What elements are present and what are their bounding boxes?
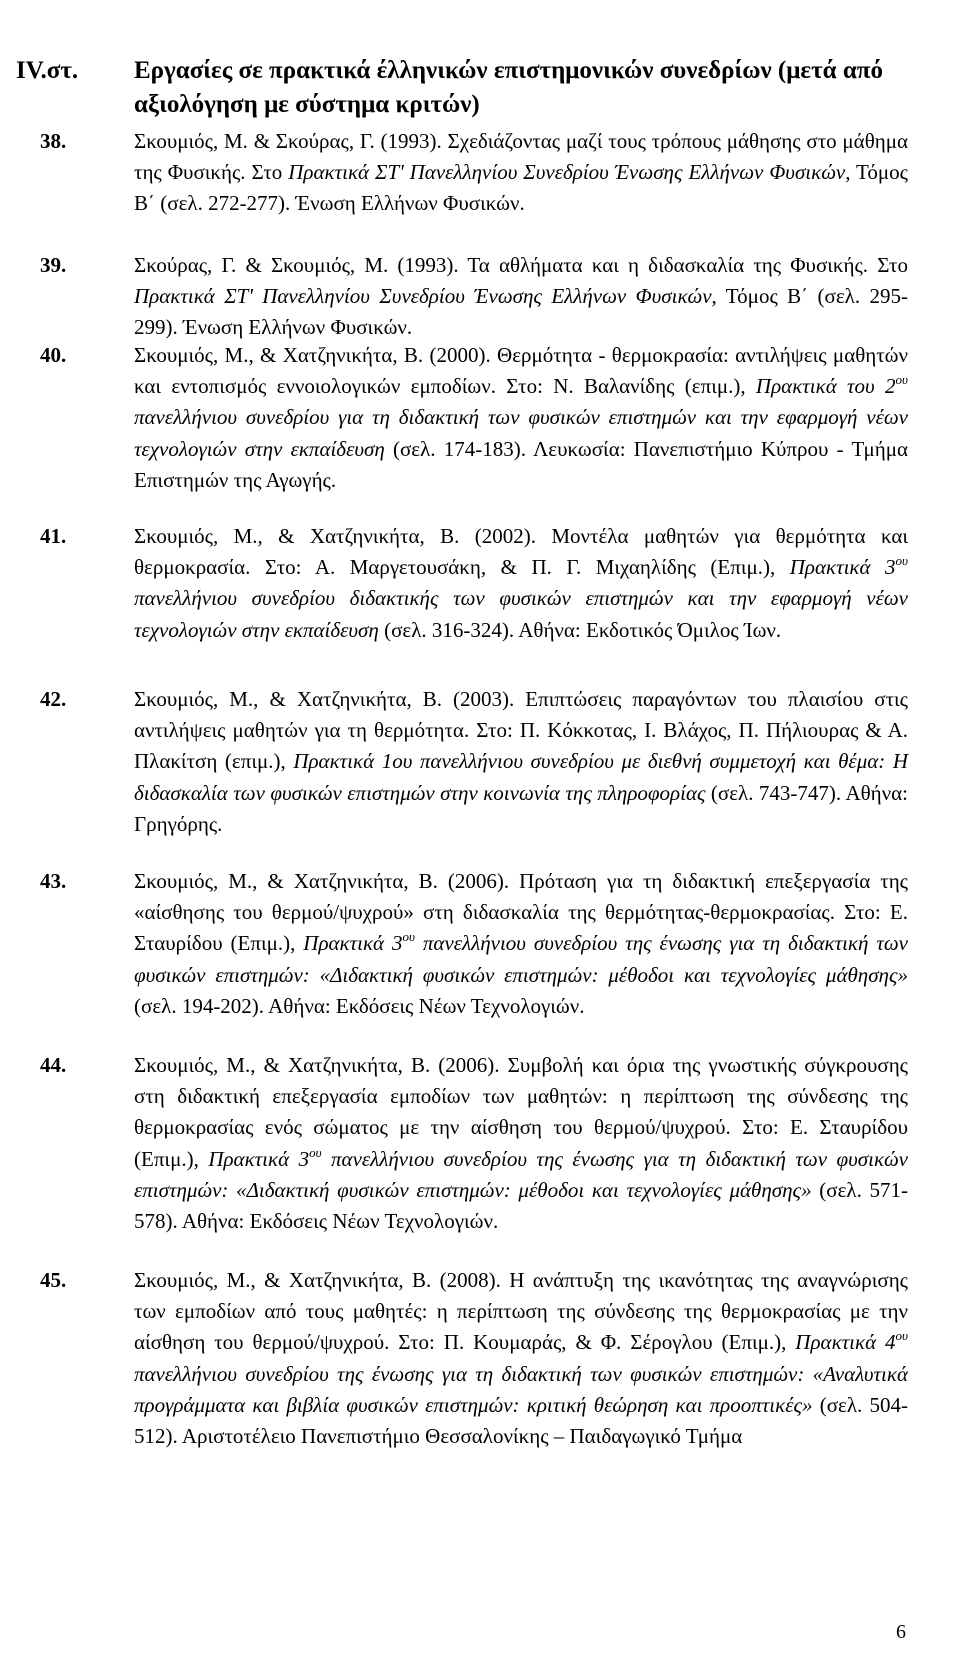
reference-proceedings-title-cont: πανελλήνιου συνεδρίου για τη διδακτική των φυσικών επιστημών και την εφαρμογή νέων τεχνολογιών στην εκπαίδευση [134,405,908,461]
reference-proceedings-title: Πρακτικά ΣΤ' Πανελληνίου Συνεδρίου Ένωσης Ελλήνων Φυσικών [134,284,712,309]
reference-proceedings-title: Πρακτικά του 2 [755,374,896,399]
reference-proceedings-title: Πρακτικά 3 [789,555,896,580]
reference-proceedings-title: Πρακτικά 4 [795,1330,896,1355]
section-title: Εργασίες σε πρακτικά έλληνικών επιστημονικών συνεδρίων (μετά από αξιολόγηση με σύστημα κριτών) [134,57,883,118]
reference-proceedings-title-cont: πανελλήνιου συνεδρίου της ένωσης για τη διδακτική των φυσικών επιστημών: «Αναλυτικά προγράμματα και βιβλία φυσικών επιστημών: κριτική θεώρηση και προοπτικές» [134,1361,908,1417]
ordinal-superscript: ου [402,929,415,945]
reference-details: (σελ. 743-747). Αθήνα: Γρηγόρης. [134,780,908,836]
ordinal-superscript: ου [309,1144,322,1160]
reference-number: 38. [40,129,67,153]
reference-proceedings-title: Πρακτικά 1ου πανελλήνιου συνεδρίου με διεθνή συμμετοχή και θέμα: Η διδασκαλία των φυσικών επιστημών στην κοινωνία της πληροφορίας [134,749,909,805]
reference-details: (σελ. 194-202). Αθήνα: Εκδόσεις Νέων Τεχνολογιών. [134,993,585,1018]
reference-entry [40,521,912,646]
reference-text [134,1265,908,1452]
reference-text [134,521,908,646]
reference-details: (σελ. 316-324). Αθήνα: Εκδοτικός Όμιλος Ίων. [378,617,782,642]
reference-text [134,340,908,496]
reference-proceedings-title-cont: πανελλήνιου συνεδρίου της ένωσης για τη διδακτική των φυσικών επιστημών: «Διδακτική φυσικών επιστημών: μέθοδοι και τεχνολογίες μάθησης» [134,1146,908,1202]
reference-authors-text: Σκουμιός, Μ., & Χατζηνικήτα, Β. (2003). Επιπτώσεις παραγόντων του πλαισίου στις αντιλήψεις μαθητών για τη θερμότητα. Στο: Π. Κόκκοτας, Ι. Βλάχος, Π. Πήλιουρας & Α. Πλακίτση (επιμ.), [134,687,908,774]
reference-authors-text: Σκούρας, Γ. & Σκουμιός, Μ. (1993). Τα αθλήματα και η διδασκαλία της Φυσικής. Στο [134,253,908,277]
reference-authors-text: Σκουμιός, Μ. & Σκούρας, Γ. (1993). Σχεδιάζοντας μαζί τους τρόπους μάθησης στο μάθημα της Φυσικής. Στο [134,129,908,185]
ordinal-superscript: ου [895,553,908,569]
reference-number: 40. [40,343,67,367]
reference-number: 43. [40,869,67,893]
reference-authors-text: Σκουμιός, Μ., & Χατζηνικήτα, Β. (2008). Η ανάπτυξη της ικανότητας της αναγνώρισης των εμποδίων από τους μαθητές: η περίπτωση της σύνδεσης της θερμοκρασίας με την αίσθηση του θερμού/ψυχρού. Στο: Π. Κουμαράς, & Φ. Σέρογλου (Επιμ.), [134,1268,908,1355]
reference-authors-text: Σκουμιός, Μ., & Χατζηνικήτα, Β. (2006). Πρόταση για τη διδακτική επεξεργασία της «αίσθησης του θερμού/ψυχρού» στη διδασκαλία της θερμότητας-θερμοκρασίας. Στο: Ε. Σταυρίδου (Επιμ.), [134,869,908,956]
reference-proceedings-title: Πρακτικά 3 [208,1146,310,1171]
reference-entry [40,866,912,1022]
reference-authors-text: Σκουμιός, Μ., & Χατζηνικήτα, Β. (2002). Μοντέλα μαθητών για θερμότητα και θερμοκρασία. Στο: Α. Μαργετουσάκη, & Π. Γ. Μιχαηλίδης (Επιμ.), [134,524,908,580]
reference-entry [40,1265,912,1452]
reference-text [134,684,908,840]
reference-proceedings-title-cont: πανελλήνιου συνεδρίου διδακτικής των φυσικών επιστημών και την εφαρμογή νέων τεχνολογιών στην εκπαίδευση [134,586,908,642]
reference-details: , Τόμος Β΄ (σελ. 272-277). Ένωση Ελλήνων Φυσικών. [134,160,908,216]
reference-entry [40,1050,912,1237]
reference-details: , Τόμος Β΄ (σελ. 295-299). Ένωση Ελλήνων Φυσικών. [134,284,908,340]
reference-entry [40,250,912,344]
reference-number: 39. [40,253,67,277]
reference-details: (σελ. 504-512). Αριστοτέλειο Πανεπιστήμιο Θεσσαλονίκης – Παιδαγωγικό Τμήμα [134,1392,908,1449]
reference-number: 44. [40,1053,67,1077]
section-number: IV.στ. [16,57,79,84]
reference-text [134,866,908,1022]
reference-text [134,126,908,220]
reference-details: (σελ. 571-578). Αθήνα: Εκδόσεις Νέων Τεχνολογιών. [134,1177,908,1234]
reference-entry [40,340,912,496]
reference-proceedings-title: Πρακτικά 3 [303,931,403,956]
reference-authors-text: Σκουμιός, Μ., & Χατζηνικήτα, Β. (2000). Θερμότητα - θερμοκρασία: αντιλήψεις μαθητών και εντοπισμός εννοιολογικών εμποδίων. Στο: Ν. Βαλανίδης (επιμ.), [134,343,908,399]
reference-number: 42. [40,687,67,711]
reference-text [134,1050,908,1237]
reference-text [134,250,908,344]
reference-number: 41. [40,524,67,548]
ordinal-superscript: ου [895,1328,908,1344]
ordinal-superscript: ου [895,372,908,388]
section-heading [16,54,916,122]
reference-authors-text: Σκουμιός, Μ., & Χατζηνικήτα, Β. (2006). Συμβολή και όρια της γνωστικής σύγκρουσης στη διδακτική επεξεργασία εμποδίων των μαθητών: η περίπτωση της σύνδεσης της θερμοκρασίας ενός σώματος με την αίσθηση του θερμού/ψυχρού. Στο: Ε. Σταυρίδου (Επιμ.), [134,1053,908,1171]
reference-entry [40,126,912,220]
reference-proceedings-title: Πρακτικά ΣΤ' Πανελληνίου Συνεδρίου Ένωσης Ελλήνων Φυσικών [288,160,846,185]
page-number: 6 [896,1621,906,1643]
reference-details: (σελ. 174-183). Λευκωσία: Πανεπιστήμιο Κύπρου - Τμήμα Επιστημών της Αγωγής. [134,436,908,492]
reference-number: 45. [40,1268,67,1292]
reference-proceedings-title-cont: πανελλήνιου συνεδρίου της ένωσης για τη διδακτική των φυσικών επιστημών: «Διδακτική φυσικών επιστημών: μέθοδοι και τεχνολογίες μάθησης» [134,931,908,987]
reference-entry [40,684,912,840]
